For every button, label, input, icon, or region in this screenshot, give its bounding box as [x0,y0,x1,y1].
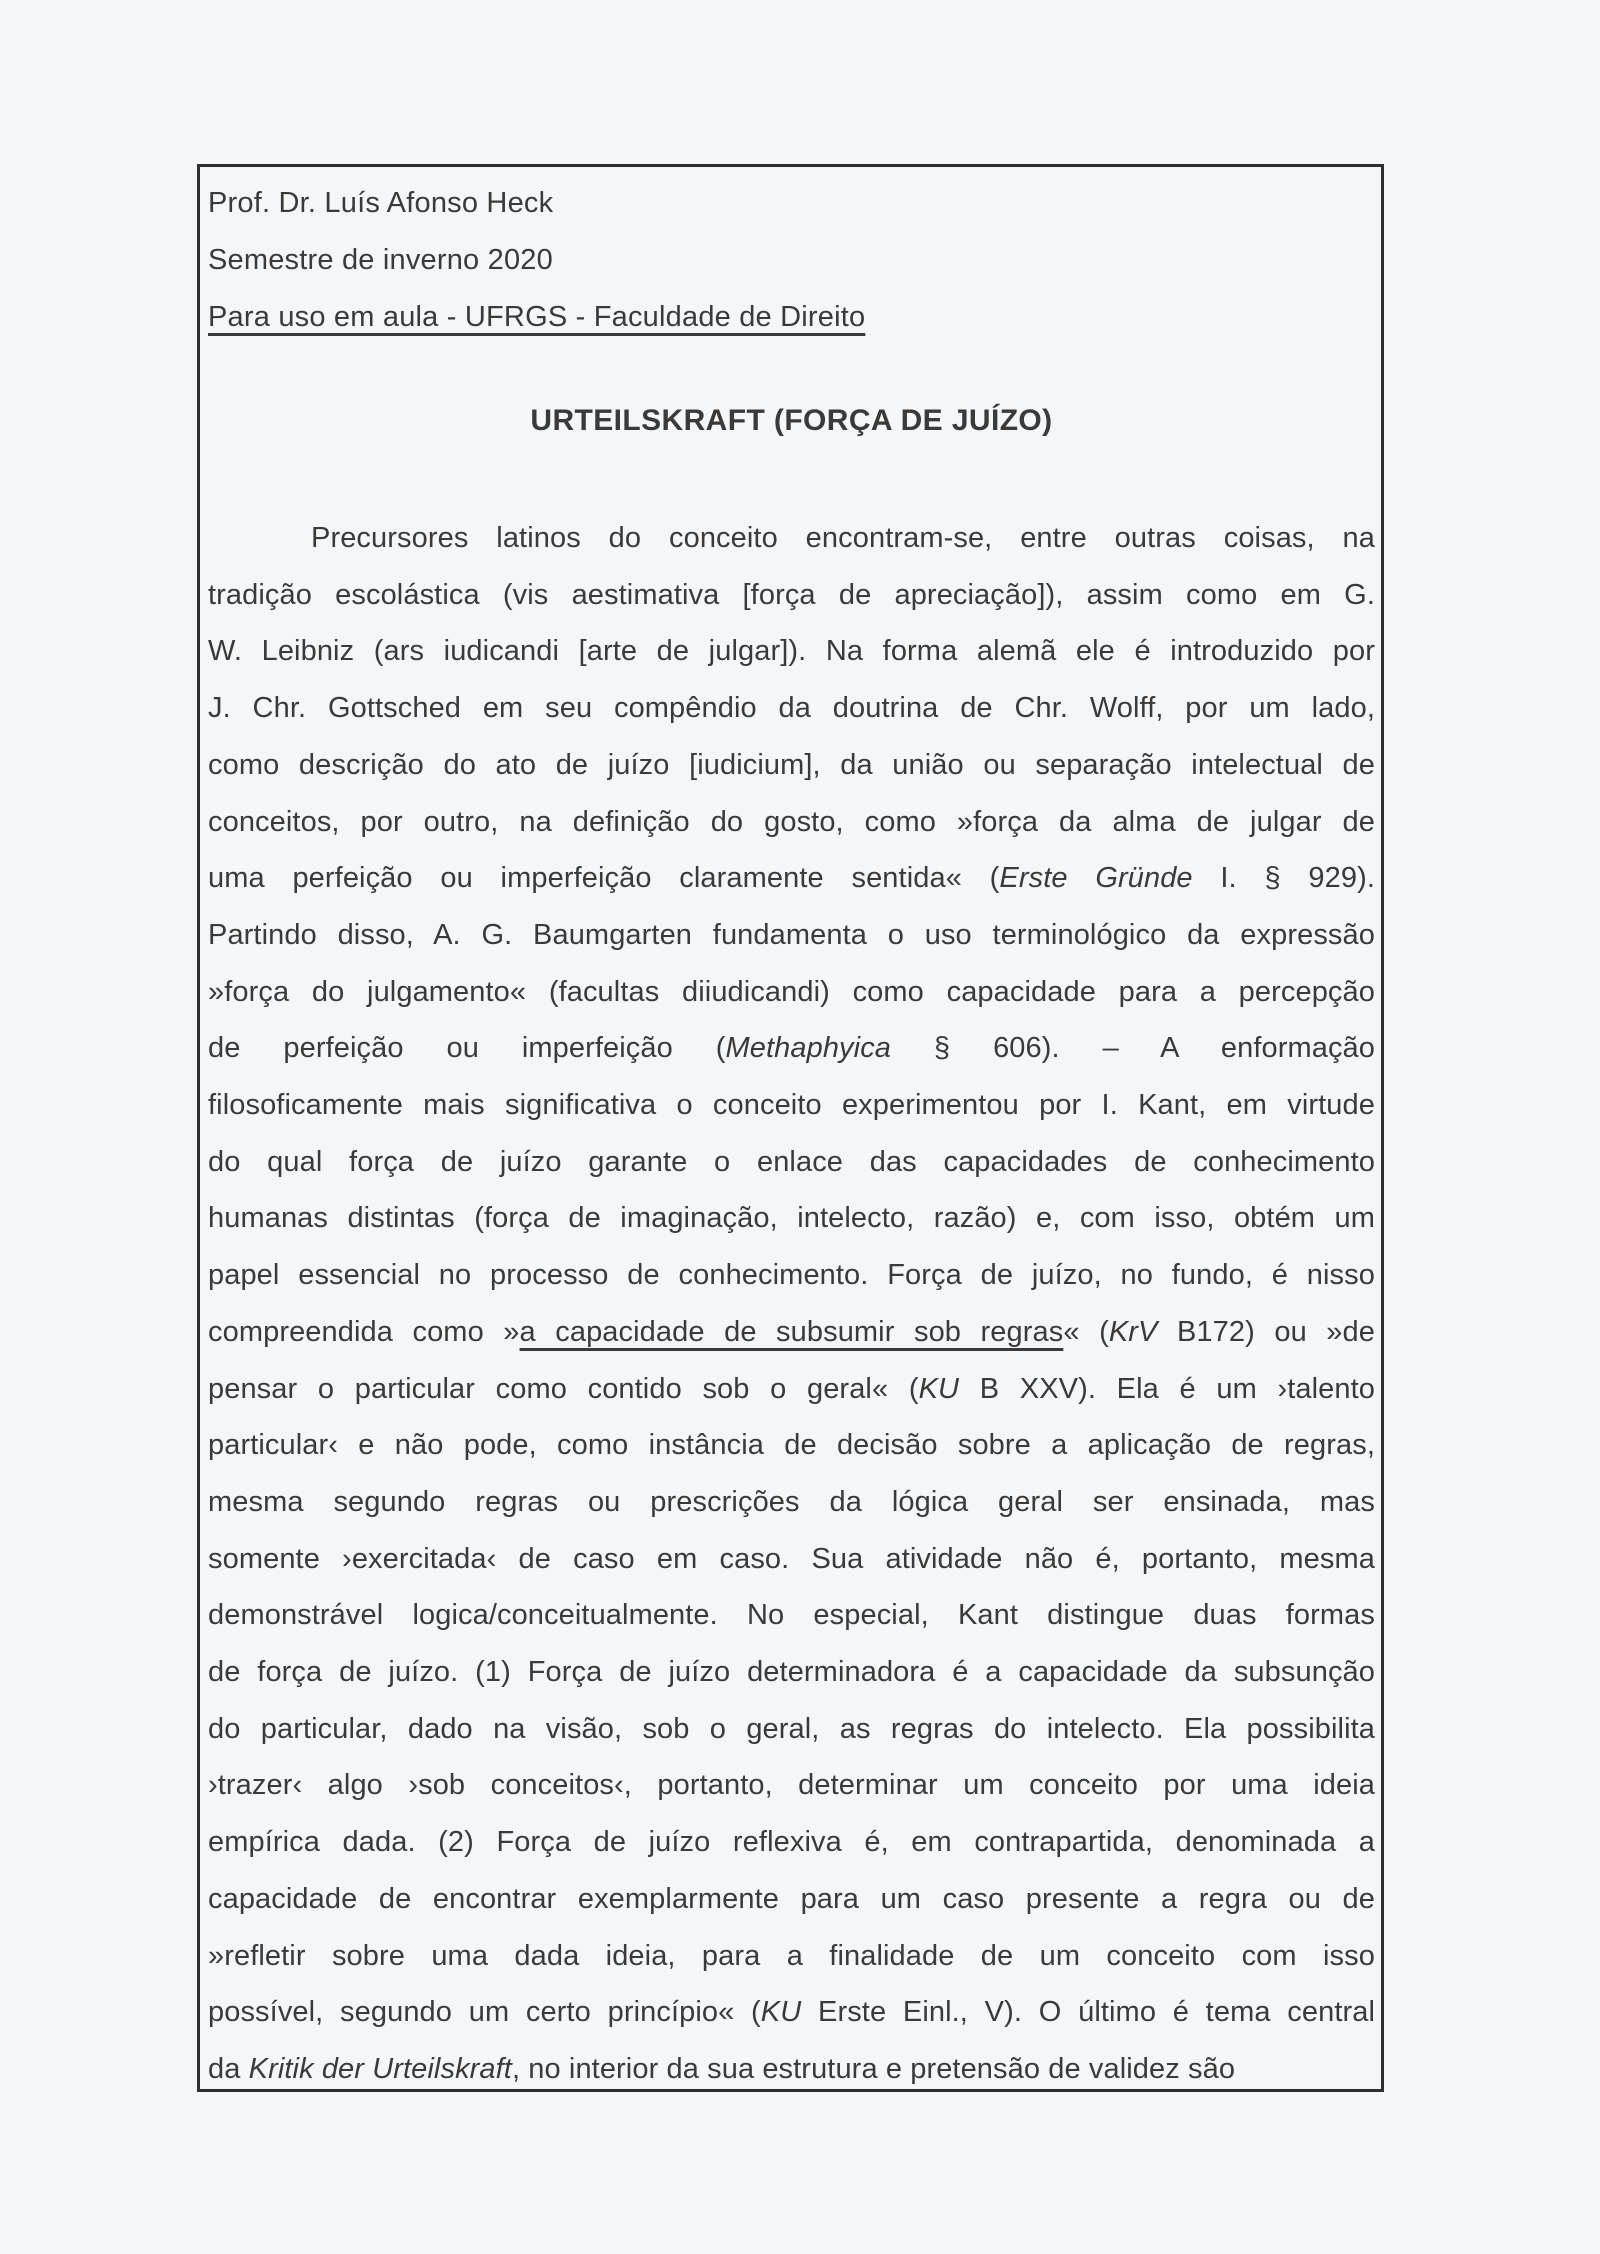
text-segment: empírica dada. (2) Força de juízo reflexiva é, em contrapartida, denominada a [208,1826,1375,1859]
paragraph-line [208,794,1375,851]
paragraph-line [208,1077,1375,1134]
text-segment: B172) ou »de [1157,1315,1375,1348]
text-segment: Kritik der Urteilskraft [248,2052,512,2085]
paragraph-line [208,567,1375,624]
text-segment: do qual força de juízo garante o enlace das capacidades de conhecimento [208,1145,1375,1178]
paragraph-line [208,850,1375,907]
paragraph-line [208,1928,1375,1985]
paragraph-line [208,1417,1375,1474]
text-segment: ›trazer‹ algo ›sob conceitos‹, portanto, determinar um conceito por uma ideia [208,1769,1375,1802]
text-segment: demonstrável logica/conceitualmente. No especial, Kant distingue duas formas [208,1599,1375,1632]
text-segment: Methaphyica [725,1032,892,1065]
paragraph-line [208,1474,1375,1531]
paragraph-line [208,1587,1375,1644]
text-segment: Partindo disso, A. G. Baumgarten fundamenta o uso terminológico da expressão [208,918,1375,951]
paragraph-line [208,1757,1375,1814]
text-segment: KU [760,1996,802,2029]
text-segment: possível, segundo um certo princípio« ( [208,1996,761,2029]
paragraph-line [208,2041,1375,2098]
paragraph-line [208,1644,1375,1701]
paragraph-line [208,1984,1375,2041]
text-segment: conceitos, por outro, na definição do gosto, como »força da alma de julgar de [208,805,1375,838]
text-segment: pensar o particular como contido sob o geral« ( [208,1372,919,1405]
text-segment: de perfeição ou imperfeição ( [208,1032,726,1065]
text-segment: capacidade de encontrar exemplarmente para um caso presente a regra ou de [208,1882,1375,1915]
text-segment: , no interior da sua estrutura e pretensão de validez são [511,2052,1236,2085]
paragraph-line [208,1814,1375,1871]
text-segment: I. § 929). [1192,862,1376,895]
document-header [208,175,1375,346]
paragraph-line [208,964,1375,1021]
header-title-gap [208,346,1375,392]
paragraph-line [208,510,1375,567]
text-segment: W. Leibniz (ars iudicandi [arte de julgar]). Na forma alemã ele é introduzido por [208,635,1375,668]
frame-content [200,167,1381,2098]
text-segment: filosoficamente mais significativa o conceito experimentou por I. Kant, em virtude [208,1089,1375,1122]
text-segment: mesma segundo regras ou prescrições da lógica geral ser ensinada, mas [208,1485,1375,1518]
text-segment: tradição escolástica (vis aestimativa [força de apreciação]), assim como em G. [208,578,1375,611]
paragraph-line [208,680,1375,737]
text-segment: papel essencial no processo de conhecimento. Força de juízo, no fundo, é nisso [208,1259,1375,1292]
text-segment: § 606). – A enformação [891,1032,1375,1065]
text-segment: da [208,2052,249,2085]
text-segment: »força do julgamento« (facultas diiudicandi) como capacidade para a percepção [208,975,1375,1008]
text-segment: « ( [1063,1315,1109,1348]
paragraph-line [208,1304,1375,1361]
text-segment: Erste Gründe [999,862,1193,895]
text-segment: Precursores latinos do conceito encontram-se, entre outras coisas, na [311,522,1375,554]
paragraph-line [208,1190,1375,1247]
semester-line: Semestre de inverno 2020 [208,244,553,276]
text-segment: como descrição do ato de juízo [iudicium], da união ou separação intelectual de [208,748,1375,781]
text-segment: particular‹ e não pode, como instância de decisão sobre a aplicação de regras, [208,1429,1375,1462]
text-segment: KU [918,1372,960,1405]
text-segment: humanas distintas (força de imaginação, intelecto, razão) e, com isso, obtém um [208,1202,1375,1235]
text-segment: somente ›exercitada‹ de caso em caso. Sua atividade não é, portanto, mesma [208,1542,1375,1575]
text-frame-border [197,164,1384,2092]
paragraph-line [208,1020,1375,1077]
text-segment: a capacidade de subsumir sob regras [519,1315,1064,1348]
text-segment: compreendida como » [208,1315,520,1348]
title-body-gap [208,449,1375,510]
text-segment: J. Chr. Gottsched em seu compêndio da doutrina de Chr. Wolff, por um lado, [208,692,1375,725]
text-segment: B XXV). Ela é um ›talento [959,1372,1376,1405]
paragraph-line [208,1361,1375,1418]
paragraph-line [208,907,1375,964]
text-segment: do particular, dado na visão, sob o geral, as regras do intelecto. Ela possibilita [208,1712,1375,1745]
paragraph-line [208,737,1375,794]
paragraph-line [208,623,1375,680]
author-line: Prof. Dr. Luís Afonso Heck [208,187,554,219]
paragraph-line [208,1531,1375,1588]
document-title: URTEILSKRAFT (FORÇA DE JUÍZO) [530,404,1053,437]
text-segment: Erste Einl., V). O último é tema central [801,1996,1375,2029]
body-paragraph [208,510,1375,2098]
usage-line: Para uso em aula - UFRGS - Faculdade de Direito [208,301,866,333]
text-segment: »refletir sobre uma dada ideia, para a finalidade de um conceito com isso [208,1939,1375,1972]
paragraph-line [208,1247,1375,1304]
paragraph-line [208,1701,1375,1758]
paragraph-line [208,1134,1375,1191]
text-segment: uma perfeição ou imperfeição claramente sentida« ( [208,862,1000,895]
text-segment: de força de juízo. (1) Força de juízo determinadora é a capacidade da subsunção [208,1656,1375,1689]
paragraph-line [208,1871,1375,1928]
text-segment: KrV [1108,1315,1158,1348]
